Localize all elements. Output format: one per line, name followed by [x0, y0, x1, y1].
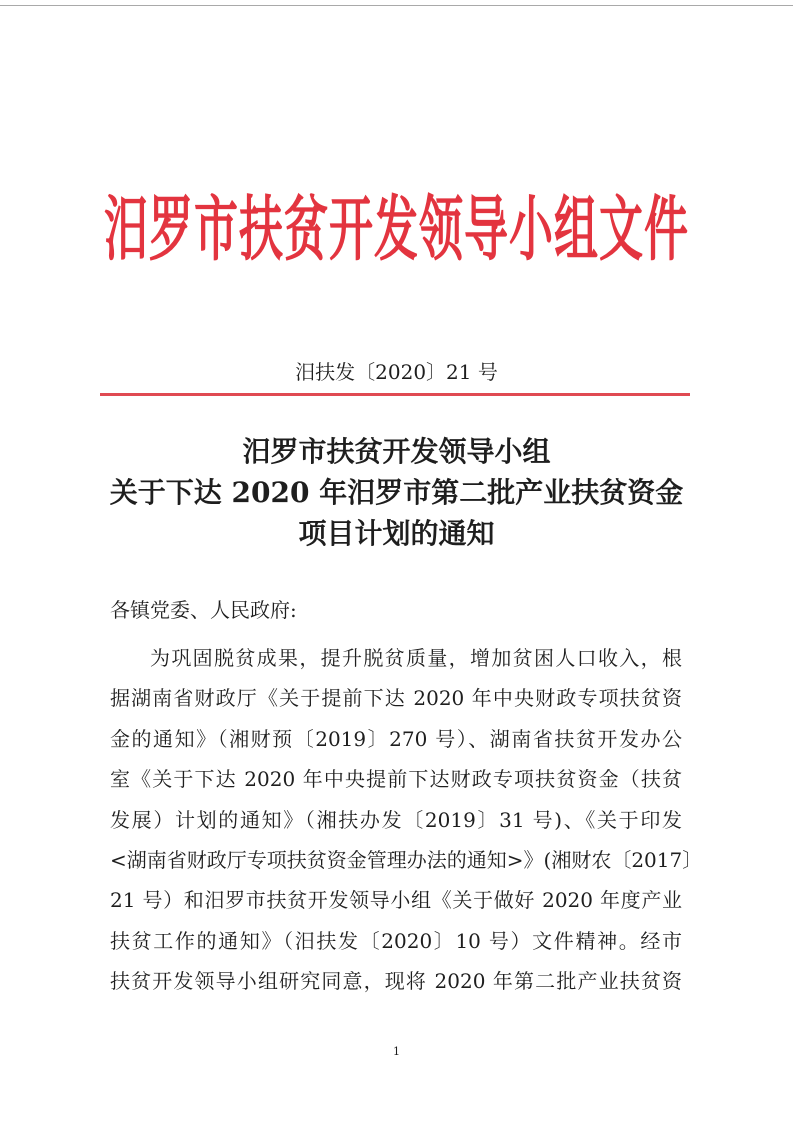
body-line: 扶贫开发领导小组研究同意，现将 2020 年第二批产业扶贫资: [110, 969, 682, 994]
body-paragraph: [110, 638, 703, 1002]
page-number: 1: [393, 1045, 400, 1058]
notice-title-line: 项目计划的通知: [298, 517, 495, 550]
body-line: 室《关于下达 2020 年中央提前下达财政专项扶贫资金（扶贫: [110, 767, 682, 792]
body-line: <湖南省财政厅专项扶贫资金管理办法的通知>》(湘财农〔2017〕: [110, 847, 703, 872]
notice-title: [0, 431, 793, 554]
document-header-title: 汨罗市扶贫开发领导小组文件: [104, 189, 689, 272]
notice-title-line: 汨罗市扶贫开发领导小组: [242, 435, 551, 468]
salutation: 各镇党委、人民政府:: [110, 598, 297, 622]
scan-top-edge: [0, 5, 793, 6]
red-separator-rule: [100, 393, 690, 396]
notice-title-line: 关于下达 2020 年汨罗市第二批产业扶贫资金: [109, 476, 684, 509]
body-line: 据湖南省财政厅《关于提前下达 2020 年中央财政专项扶贫资: [110, 686, 682, 711]
document-number: 汨扶发〔2020〕21 号: [295, 360, 498, 384]
body-line: 发展）计划的通知》（湘扶办发〔2019〕31 号)、《关于印发: [110, 807, 682, 832]
body-line: 为巩固脱贫成果，提升脱贫质量，增加贫困人口收入，根: [150, 646, 682, 670]
body-line: 21 号）和汨罗市扶贫开发领导小组《关于做好 2020 年度产业: [110, 888, 682, 913]
body-line: 金的通知》（湘财预〔2019〕270 号）、湖南省扶贫开发办公: [110, 726, 682, 751]
body-line: 扶贫工作的通知》（汨扶发〔2020〕10 号）文件精神。经市: [110, 928, 682, 953]
